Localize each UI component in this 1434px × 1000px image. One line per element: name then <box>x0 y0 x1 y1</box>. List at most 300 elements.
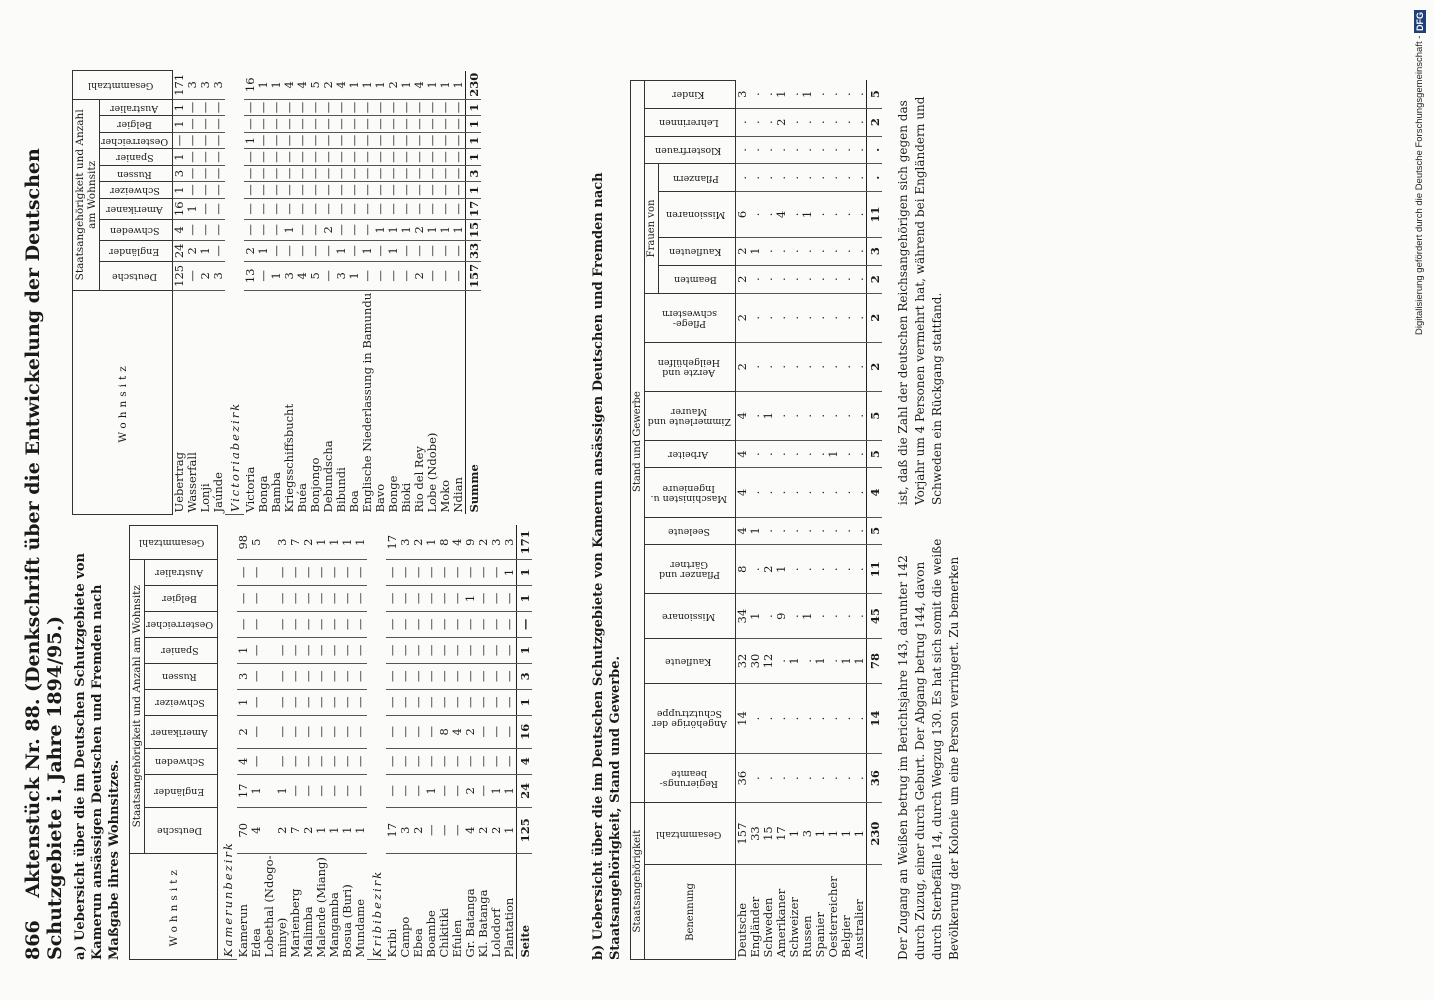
count-cell: — <box>348 99 361 116</box>
column-header-label: Amerikaner <box>106 203 163 215</box>
nationality-name: Engländer <box>748 896 762 958</box>
count-cell: 1 <box>788 639 801 684</box>
nationality-name: Russen <box>800 915 814 958</box>
count-cell: — <box>387 116 400 133</box>
count-cell: 1 <box>503 807 517 853</box>
sum-cell: . <box>867 164 883 192</box>
sum-cell: 16 <box>517 715 533 748</box>
count-cell: 1 <box>328 526 341 560</box>
nationality-name: Schweizer <box>787 897 801 958</box>
count-cell: — <box>464 663 477 689</box>
count-cell: — <box>289 748 302 774</box>
count-cell: 15 <box>762 803 775 865</box>
count-cell: 16 <box>173 198 187 219</box>
count-cell: — <box>341 663 354 689</box>
count-cell: — <box>309 198 322 219</box>
count-cell: — <box>244 99 257 116</box>
count-cell: — <box>250 585 263 611</box>
count-cell: — <box>257 198 270 219</box>
count-cell: — <box>309 182 322 199</box>
count-cell: . <box>814 136 827 164</box>
count-cell: . <box>814 342 827 391</box>
column-header <box>145 585 218 611</box>
column-header <box>100 182 173 199</box>
count-cell: — <box>439 132 452 149</box>
count-cell: — <box>315 689 328 715</box>
count-cell: — <box>322 261 335 290</box>
count-cell: 3 <box>199 71 212 100</box>
count-cell: — <box>386 715 399 748</box>
count-cell: — <box>212 219 225 240</box>
sum-cell: . <box>867 136 883 164</box>
table-header-row <box>631 81 645 960</box>
count-cell: — <box>328 715 341 748</box>
sum-cell: 3 <box>466 165 482 182</box>
count-cell: — <box>322 182 335 199</box>
sum-cell: 1 <box>466 132 482 149</box>
count-cell: . <box>814 683 827 753</box>
count-cell: . <box>788 517 801 545</box>
count-cell: — <box>186 99 199 116</box>
count-cell: 17 <box>775 803 788 865</box>
count-cell: 1 <box>173 149 187 166</box>
sum-label: Summe <box>466 290 482 514</box>
count-cell: — <box>477 715 490 748</box>
column-header <box>145 559 218 585</box>
count-cell: — <box>399 611 412 637</box>
count-cell: — <box>412 559 425 585</box>
count-cell: 2 <box>302 807 315 853</box>
count-cell: — <box>270 240 283 261</box>
count-cell: — <box>341 559 354 585</box>
column-header <box>645 594 736 639</box>
place-name: Bonga <box>256 475 271 513</box>
count-cell: — <box>374 240 387 261</box>
count-cell: — <box>386 585 399 611</box>
column-header <box>645 342 736 391</box>
count-cell: — <box>289 774 302 807</box>
count-cell: . <box>827 754 840 803</box>
place-name: Malimba <box>301 906 316 958</box>
count-cell: 1 <box>749 517 762 545</box>
count-cell: — <box>426 116 439 133</box>
count-cell: — <box>296 182 309 199</box>
count-cell: 1 <box>328 807 341 853</box>
count-cell: . <box>762 81 775 109</box>
count-cell: 4 <box>736 468 750 517</box>
count-cell: 4 <box>736 517 750 545</box>
count-cell: — <box>399 748 412 774</box>
count-cell: 4 <box>736 440 750 468</box>
count-cell: 1 <box>452 219 466 240</box>
section-b-title: b) Uebersicht über die im Deutschen Schutzgebiete von Kamerun ansässigen Deutschen und Fremden nach Staatsangehörigkeit, Stand und Gewerbe. <box>591 172 623 960</box>
nationality-name: Spanier <box>813 912 827 958</box>
count-cell: — <box>276 663 289 689</box>
count-cell: — <box>412 748 425 774</box>
sum-cell: 14 <box>867 683 883 753</box>
count-cell: 1 <box>270 71 283 100</box>
sum-cell: 2 <box>867 265 883 293</box>
count-cell: — <box>341 715 354 748</box>
count-cell: — <box>348 219 361 240</box>
count-cell: 1 <box>439 219 452 240</box>
count-cell: 1 <box>840 639 853 684</box>
column-header <box>100 240 173 261</box>
count-cell: . <box>840 391 853 440</box>
count-cell: — <box>426 132 439 149</box>
column-header <box>145 689 218 715</box>
count-cell: — <box>250 715 263 748</box>
place-name: Ndian <box>451 477 466 513</box>
count-cell: — <box>490 715 503 748</box>
count-cell: . <box>749 265 762 293</box>
nationality-group-header: Staatsangehörigkeit und Anzahl am Wohnsitz <box>73 99 100 290</box>
count-cell: — <box>412 774 425 807</box>
sum-cell: 2 <box>867 342 883 391</box>
column-header-label: Missionare <box>661 611 716 623</box>
sum-cell: 45 <box>867 594 883 639</box>
column-header <box>145 774 218 807</box>
place-name: Lobethal (Ndogo- <box>262 855 277 958</box>
count-cell: — <box>425 559 438 585</box>
count-cell: — <box>451 663 464 689</box>
place-name: Gr. Batanga <box>463 888 478 958</box>
count-cell: — <box>335 132 348 149</box>
place-name: Ebea <box>411 928 426 958</box>
count-cell: — <box>387 261 400 290</box>
count-cell: 32 <box>736 639 750 684</box>
sum-cell: 5 <box>867 391 883 440</box>
count-cell: . <box>840 192 853 237</box>
column-header-label: Russen <box>117 168 152 180</box>
count-cell: . <box>814 265 827 293</box>
column-header-label: Seeleute <box>667 525 710 537</box>
count-cell: — <box>244 182 257 199</box>
count-cell: — <box>322 240 335 261</box>
count-cell: — <box>270 149 283 166</box>
count-cell: . <box>853 136 867 164</box>
count-cell: . <box>749 81 762 109</box>
count-cell: . <box>853 342 867 391</box>
count-cell: . <box>749 440 762 468</box>
sum-cell: 24 <box>517 774 533 807</box>
count-cell: — <box>412 715 425 748</box>
count-cell: — <box>276 559 289 585</box>
count-cell: — <box>439 261 452 290</box>
nationality-name: Amerikaner <box>774 888 788 958</box>
count-cell: 1 <box>853 803 867 865</box>
count-cell: . <box>853 81 867 109</box>
table-row <box>341 526 354 960</box>
column-header-label: Kinder <box>672 89 705 101</box>
place-name: Boambe <box>424 910 439 958</box>
sum-cell: 15 <box>466 219 482 240</box>
count-cell: — <box>425 689 438 715</box>
count-cell: . <box>840 293 853 342</box>
count-cell: 4 <box>237 748 250 774</box>
column-header-label: Pflege-schwestern <box>660 307 717 329</box>
count-cell: — <box>438 774 451 807</box>
count-cell: — <box>315 637 328 663</box>
count-cell: 1 <box>270 261 283 290</box>
sum-cell: 230 <box>867 803 883 865</box>
count-cell: — <box>315 748 328 774</box>
count-cell: . <box>788 265 801 293</box>
count-cell: — <box>186 149 199 166</box>
count-cell: — <box>270 132 283 149</box>
count-cell: 2 <box>413 219 426 240</box>
count-cell: — <box>309 219 322 240</box>
count-cell: 6 <box>736 192 750 237</box>
place-name: Edea <box>249 928 264 958</box>
count-cell: . <box>775 440 788 468</box>
column-header <box>645 468 736 517</box>
sum-cell: 4 <box>517 748 533 774</box>
count-cell: 3 <box>212 71 225 100</box>
count-cell: . <box>827 192 840 237</box>
count-cell: 4 <box>283 71 296 100</box>
count-cell: 3 <box>736 81 750 109</box>
count-cell: 4 <box>464 807 477 853</box>
sum-cell: 157 <box>466 261 482 290</box>
sum-cell: 17 <box>466 198 482 219</box>
count-cell: — <box>199 132 212 149</box>
count-cell: — <box>296 219 309 240</box>
count-cell: . <box>788 136 801 164</box>
count-cell: 2 <box>736 265 750 293</box>
count-cell: . <box>801 391 814 440</box>
sum-cell: 5 <box>867 440 883 468</box>
count-cell: — <box>387 149 400 166</box>
section-a-title: a) Uebersicht über die im Deutschen Schutzgebiete von Kamerun ansässigen Deutschen und Fremden nach Maßgabe ihres Wohnsitzes. <box>73 553 122 960</box>
count-cell: 1 <box>827 803 840 865</box>
count-cell: 1 <box>237 637 250 663</box>
count-cell: 1 <box>801 192 814 237</box>
district-label: Victoriabezirk <box>225 71 244 515</box>
sum-label <box>867 865 883 960</box>
sum-cell: 3 <box>867 237 883 265</box>
count-cell: 1 <box>762 391 775 440</box>
count-cell: . <box>840 468 853 517</box>
place-name: Bonjongo <box>308 457 323 513</box>
count-cell: — <box>503 715 517 748</box>
count-cell: — <box>348 182 361 199</box>
count-cell: — <box>374 149 387 166</box>
column-header <box>73 71 173 100</box>
table-row <box>736 81 750 960</box>
count-cell: . <box>788 391 801 440</box>
count-cell: — <box>438 559 451 585</box>
count-cell: 1 <box>361 240 374 261</box>
column-header-label: Schweizer <box>109 185 160 197</box>
column-header-label: Kaufleute <box>665 655 712 667</box>
count-cell: — <box>315 611 328 637</box>
count-cell: — <box>283 198 296 219</box>
place-name: Buéa <box>295 482 310 513</box>
count-cell: — <box>490 611 503 637</box>
count-cell: — <box>354 748 367 774</box>
count-cell: . <box>853 237 867 265</box>
table-header-row <box>645 81 659 960</box>
column-header-label: Russen <box>162 671 197 683</box>
count-cell: — <box>244 165 257 182</box>
count-cell: . <box>762 517 775 545</box>
count-cell: — <box>425 715 438 748</box>
count-cell: — <box>452 149 466 166</box>
count-cell: — <box>413 182 426 199</box>
sum-cell: 78 <box>867 639 883 684</box>
count-cell: . <box>814 81 827 109</box>
count-cell: . <box>801 237 814 265</box>
count-cell: — <box>354 774 367 807</box>
sum-cell: 171 <box>517 526 533 560</box>
table-row <box>490 526 503 960</box>
count-cell: . <box>788 81 801 109</box>
count-cell: — <box>490 585 503 611</box>
table-row <box>425 526 438 960</box>
place-name: Bavo <box>373 483 388 513</box>
column-header <box>145 748 218 774</box>
sum-row <box>867 81 883 960</box>
count-cell: — <box>296 116 309 133</box>
count-cell: — <box>490 637 503 663</box>
count-cell: — <box>400 240 413 261</box>
count-cell: . <box>788 754 801 803</box>
count-cell: — <box>250 663 263 689</box>
nationality-name: Schweden <box>761 897 775 958</box>
count-cell: 1 <box>341 526 354 560</box>
count-cell: 1 <box>840 803 853 865</box>
count-cell: 7 <box>289 807 302 853</box>
count-cell: — <box>270 165 283 182</box>
count-cell: — <box>212 198 225 219</box>
occupation-table <box>630 80 882 960</box>
count-cell: . <box>840 754 853 803</box>
count-cell: 2 <box>477 807 490 853</box>
column-header-label: Belgier <box>162 593 197 605</box>
count-cell: — <box>309 149 322 166</box>
column-header <box>145 715 218 748</box>
count-cell: 1 <box>503 559 517 585</box>
place-name: Debundscha <box>321 440 336 513</box>
count-cell: . <box>736 108 750 136</box>
count-cell: — <box>289 585 302 611</box>
column-header <box>100 261 173 290</box>
count-cell: 5 <box>309 71 322 100</box>
count-cell: — <box>328 611 341 637</box>
count-cell: — <box>464 559 477 585</box>
column-header-label: Regierungs-beamte <box>659 768 718 790</box>
count-cell: — <box>425 637 438 663</box>
count-cell: — <box>250 611 263 637</box>
count-cell: . <box>853 754 867 803</box>
count-cell: — <box>283 132 296 149</box>
count-cell: 4 <box>736 391 750 440</box>
column-header-label: Aerzte und Heilgehülfen <box>657 356 720 378</box>
count-cell: — <box>400 165 413 182</box>
count-cell: . <box>801 265 814 293</box>
count-cell: 9 <box>464 526 477 560</box>
count-cell: — <box>361 165 374 182</box>
count-cell: — <box>412 585 425 611</box>
count-cell: 2 <box>244 240 257 261</box>
count-cell: — <box>335 182 348 199</box>
count-cell: . <box>827 517 840 545</box>
count-cell: — <box>335 198 348 219</box>
nationality-group-header: Staatsangehörigkeit <box>631 803 645 960</box>
count-cell: — <box>438 748 451 774</box>
count-cell: — <box>309 99 322 116</box>
count-cell: — <box>503 748 517 774</box>
count-cell: . <box>814 754 827 803</box>
count-cell: — <box>503 689 517 715</box>
place-name: Bioki <box>399 482 414 513</box>
count-cell: — <box>426 198 439 219</box>
count-cell: . <box>775 468 788 517</box>
count-cell: . <box>788 237 801 265</box>
count-cell: 5 <box>250 526 263 560</box>
count-cell: — <box>335 149 348 166</box>
count-cell: — <box>399 774 412 807</box>
page-number: 866 <box>22 920 44 960</box>
count-cell: — <box>270 198 283 219</box>
count-cell: . <box>840 683 853 753</box>
count-cell: 2 <box>736 237 750 265</box>
column-header <box>645 754 736 803</box>
table-row <box>289 526 302 960</box>
count-cell: . <box>853 164 867 192</box>
count-cell: . <box>749 468 762 517</box>
count-cell: — <box>186 165 199 182</box>
count-cell: — <box>374 261 387 290</box>
count-cell: . <box>775 136 788 164</box>
count-cell: — <box>257 219 270 240</box>
column-header-label: Kaufleuten <box>669 246 722 258</box>
count-cell: — <box>451 559 464 585</box>
count-cell: — <box>186 132 199 149</box>
count-cell: — <box>237 611 250 637</box>
column-header <box>645 803 736 865</box>
count-cell: 1 <box>749 237 762 265</box>
count-cell: — <box>426 99 439 116</box>
count-cell: 3 <box>186 71 199 100</box>
count-cell: — <box>452 165 466 182</box>
count-cell: . <box>827 545 840 594</box>
count-cell: . <box>762 683 775 753</box>
count-cell: — <box>276 637 289 663</box>
count-cell: 2 <box>736 342 750 391</box>
count-cell: — <box>348 198 361 219</box>
count-cell: — <box>186 182 199 199</box>
count-cell: — <box>426 149 439 166</box>
count-cell: — <box>296 99 309 116</box>
column-header-label: Oesterreicher <box>101 135 169 147</box>
count-cell: . <box>801 108 814 136</box>
document-page <box>0 40 1400 1000</box>
count-cell: — <box>328 663 341 689</box>
place-name: Lobe (Ndobe) <box>425 432 440 513</box>
table-row <box>452 71 466 515</box>
count-cell: . <box>762 342 775 391</box>
column-header-label: Spanier <box>160 645 199 657</box>
count-cell: 125 <box>173 261 187 290</box>
count-cell: — <box>438 807 451 853</box>
count-cell: — <box>302 715 315 748</box>
count-cell: — <box>289 715 302 748</box>
column-header <box>100 219 173 240</box>
count-cell: — <box>250 559 263 585</box>
column-header <box>145 663 218 689</box>
